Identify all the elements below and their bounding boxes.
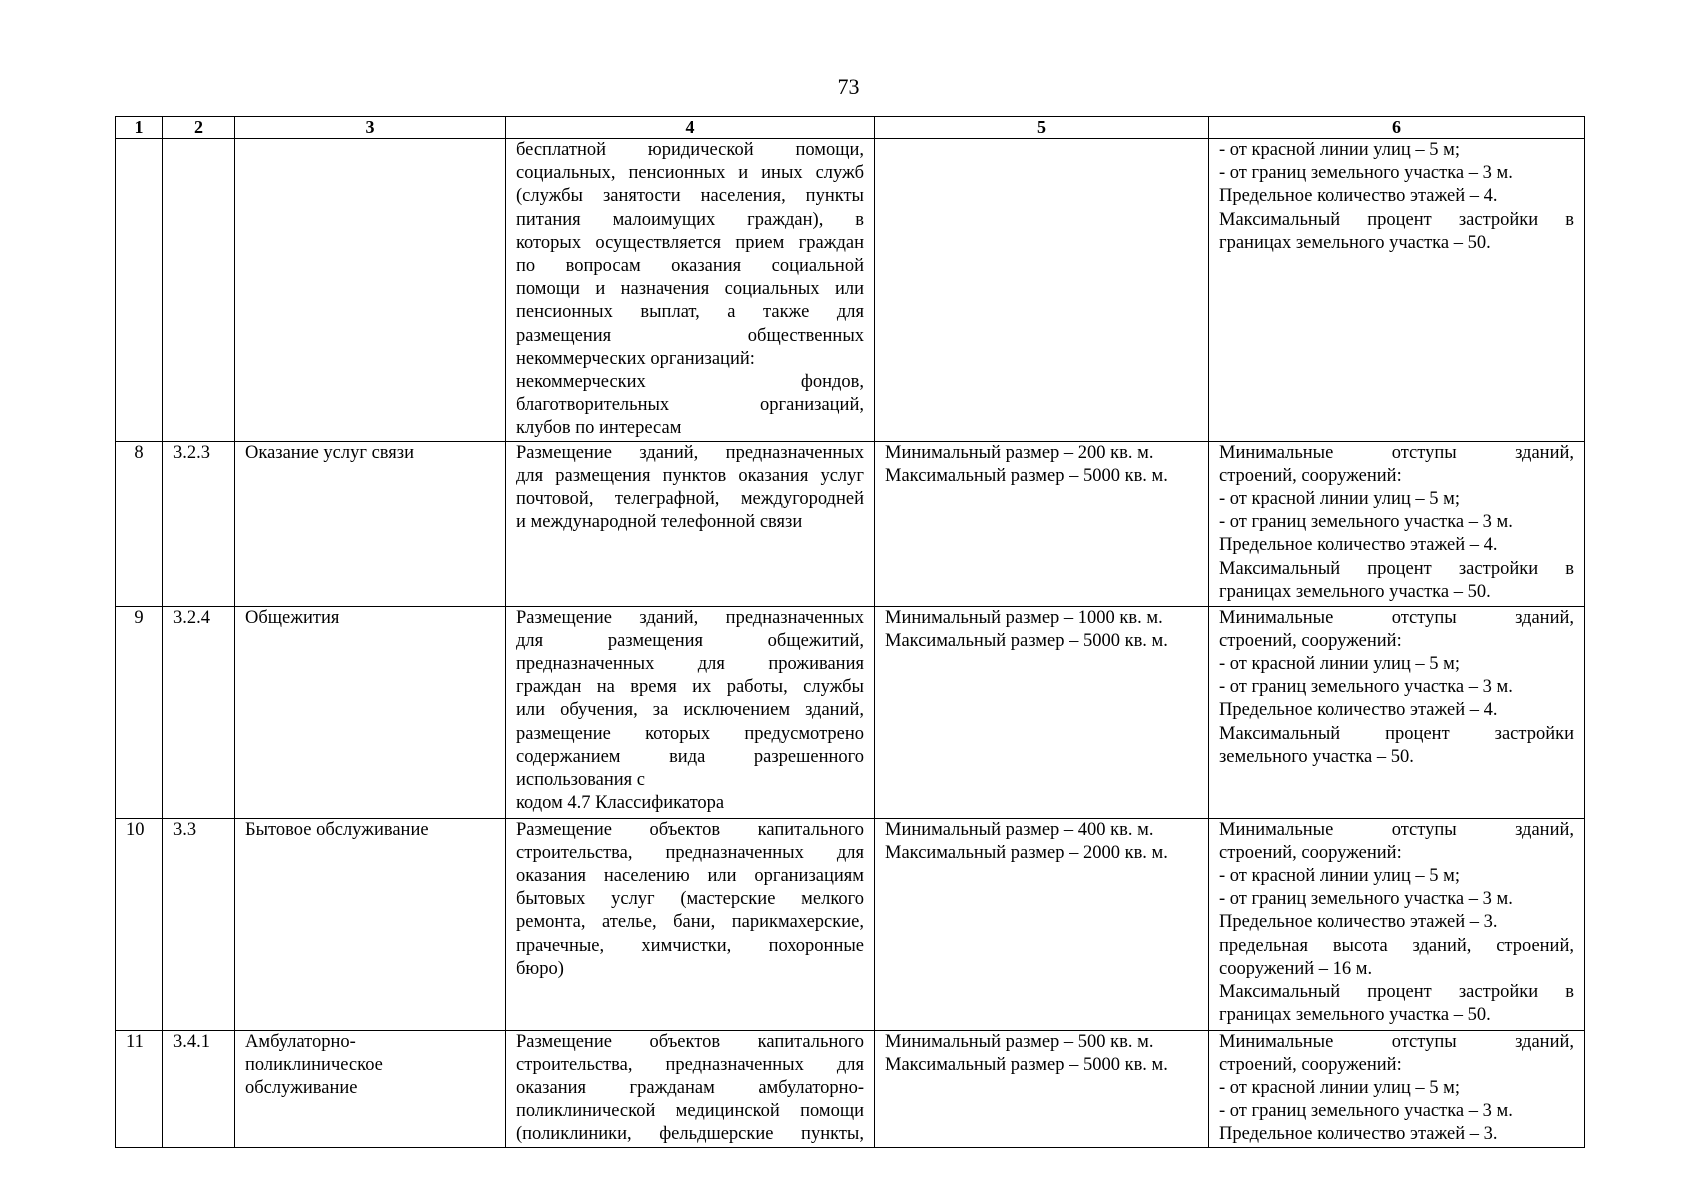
description-line: социальных, пенсионных и иных служб (516, 163, 864, 184)
header-cell: 2 (163, 117, 235, 139)
parameters-line: Минимальные отступы зданий, (1219, 442, 1574, 463)
parameters-cell (1209, 1030, 1585, 1147)
row-number-cell: 10 (116, 818, 163, 1030)
parameters-line: - от границ земельного участка – 3 м. (1219, 677, 1513, 698)
description-line: некоммерческих организаций: (516, 348, 755, 369)
use-name-line: Общежития (245, 607, 340, 628)
parameters-line: - от красной линии улиц – 5 м; (1219, 489, 1460, 510)
parameters-line: Предельное количество этажей – 4. (1219, 186, 1498, 207)
description-line: некоммерческих фондов, (516, 372, 864, 393)
description-line: бюро) (516, 958, 564, 979)
parameters-line: - от границ земельного участка – 3 м. (1219, 889, 1513, 910)
plot-size-cell (875, 441, 1209, 606)
parameters-line: границах земельного участка – 50. (1219, 581, 1491, 602)
parameters-line: земельного участка – 50. (1219, 746, 1414, 767)
description-line: пенсионных выплат, а также для (516, 302, 864, 323)
description-line: питания малоимущих граждан), в (516, 209, 864, 230)
plot-size-cell (875, 606, 1209, 818)
description-cell (506, 139, 875, 442)
parameters-line: Минимальные отступы зданий, (1219, 1031, 1574, 1052)
description-line: оказания гражданам амбулаторно- (516, 1078, 864, 1099)
parameters-line: сооружений – 16 м. (1219, 958, 1373, 979)
plot-size-line: Минимальный размер – 400 кв. м. (885, 819, 1154, 840)
header-cell: 3 (235, 117, 506, 139)
description-line: поликлинической медицинской помощи (516, 1101, 864, 1122)
parameters-line: - от границ земельного участка – 3 м. (1219, 512, 1513, 533)
plot-size-cell (875, 1030, 1209, 1147)
header-row (116, 117, 1585, 139)
description-line: (службы занятости населения, пункты (516, 186, 864, 207)
plot-size-line: Минимальный размер – 500 кв. м. (885, 1031, 1154, 1052)
parameters-line: - от границ земельного участка – 3 м. (1219, 1101, 1513, 1122)
description-cell (506, 818, 875, 1030)
description-line: кодом 4.7 Классификатора (516, 793, 725, 814)
code-cell (163, 139, 235, 442)
description-line: которых осуществляется прием граждан (516, 232, 864, 253)
description-cell (506, 606, 875, 818)
parameters-line: Максимальный процент застройки в (1219, 209, 1574, 230)
parameters-line: - от красной линии улиц – 5 м; (1219, 654, 1460, 675)
use-name-cell (235, 441, 506, 606)
description-line: для размещения пунктов оказания услуг (516, 465, 864, 486)
description-line: оказания населению или организациям (516, 866, 864, 887)
description-line: использования с (516, 770, 645, 791)
description-line: благотворительных организаций, (516, 395, 864, 416)
plot-size-line: Максимальный размер – 2000 кв. м. (885, 842, 1168, 863)
description-cell (506, 441, 875, 606)
plot-size-line: Максимальный размер – 5000 кв. м. (885, 465, 1168, 486)
parameters-line: Предельное количество этажей – 3. (1219, 1124, 1498, 1145)
parameters-line: Минимальные отступы зданий, (1219, 607, 1574, 628)
table-body (116, 139, 1585, 1148)
use-name-line: обслуживание (245, 1078, 358, 1099)
code-cell: 3.4.1 (163, 1030, 235, 1147)
description-line: (поликлиники, фельдшерские пункты, (516, 1124, 864, 1145)
parameters-line: Максимальный процент застройки в (1219, 982, 1574, 1003)
parameters-line: границах земельного участка – 50. (1219, 1005, 1491, 1026)
description-line: строительства, предназначенных для (516, 842, 864, 863)
table-row (116, 606, 1585, 818)
use-name-cell (235, 1030, 506, 1147)
description-line: бесплатной юридической помощи, (516, 140, 864, 160)
use-name-cell (235, 818, 506, 1030)
row-number-cell (116, 139, 163, 442)
parameters-line: Максимальный процент застройки в (1219, 558, 1574, 579)
table-row (116, 818, 1585, 1030)
description-line: Размещение объектов капитального (516, 1031, 864, 1052)
plot-size-line: Минимальный размер – 200 кв. м. (885, 442, 1154, 463)
plot-size-cell (875, 139, 1209, 442)
plot-size-line: Минимальный размер – 1000 кв. м. (885, 607, 1163, 628)
description-line: по вопросам оказания социальной (516, 256, 864, 277)
description-line: граждан на время их работы, службы (516, 677, 864, 698)
use-name-line: Оказание услуг связи (245, 442, 415, 463)
parameters-line: - от красной линии улиц – 5 м; (1219, 866, 1460, 887)
description-line: строительства, предназначенных для (516, 1054, 864, 1075)
description-line: размещение которых предусмотрено (516, 723, 864, 744)
use-name-line: поликлиническое (245, 1054, 383, 1075)
parameters-line: Предельное количество этажей – 3. (1219, 912, 1498, 933)
description-cell (506, 1030, 875, 1147)
code-cell: 3.2.3 (163, 441, 235, 606)
description-line: Размещение объектов капитального (516, 819, 864, 840)
plot-size-cell (875, 818, 1209, 1030)
parameters-line: - от красной линии улиц – 5 м; (1219, 1078, 1460, 1099)
description-line: ремонта, ателье, бани, парикмахерские, (516, 912, 864, 933)
header-cell: 4 (506, 117, 875, 139)
parameters-cell (1209, 139, 1585, 442)
parameters-line: - от границ земельного участка – 3 м. (1219, 163, 1513, 184)
parameters-cell (1209, 818, 1585, 1030)
parameters-line: Минимальные отступы зданий, (1219, 819, 1574, 840)
description-line: Размещение зданий, предназначенных (516, 607, 864, 628)
code-cell: 3.2.4 (163, 606, 235, 818)
plot-size-line: Максимальный размер – 5000 кв. м. (885, 630, 1168, 651)
description-line: или обучения, за исключением зданий, (516, 700, 864, 721)
description-line: бытовых услуг (мастерские мелкого (516, 889, 864, 910)
parameters-line: строений, сооружений: (1219, 1054, 1402, 1075)
parameters-line: строений, сооружений: (1219, 630, 1402, 651)
table-row (116, 139, 1585, 442)
land-use-table (115, 116, 1585, 1148)
code-cell: 3.3 (163, 818, 235, 1030)
description-line: Размещение зданий, предназначенных (516, 442, 864, 463)
parameters-cell (1209, 606, 1585, 818)
parameters-line: предельная высота зданий, строений, (1219, 935, 1574, 956)
description-line: помощи и назначения социальных или (516, 279, 864, 300)
description-line: и международной телефонной связи (516, 512, 803, 533)
use-name-line: Амбулаторно- (245, 1031, 356, 1052)
description-line: размещения общественных (516, 325, 864, 346)
description-line: содержанием вида разрешенного (516, 746, 864, 767)
use-name-line: Бытовое обслуживание (245, 819, 429, 840)
parameters-line: - от красной линии улиц – 5 м; (1219, 140, 1460, 160)
parameters-line: строений, сооружений: (1219, 842, 1402, 863)
header-cell: 6 (1209, 117, 1585, 139)
row-number-cell: 11 (116, 1030, 163, 1147)
row-number-cell: 9 (116, 606, 163, 818)
row-number-cell: 8 (116, 441, 163, 606)
parameters-line: Предельное количество этажей – 4. (1219, 700, 1498, 721)
plot-size-line: Максимальный размер – 5000 кв. м. (885, 1054, 1168, 1075)
parameters-line: границах земельного участка – 50. (1219, 232, 1491, 253)
description-line: клубов по интересам (516, 418, 682, 439)
parameters-line: строений, сооружений: (1219, 465, 1402, 486)
header-cell: 5 (875, 117, 1209, 139)
description-line: прачечные, химчистки, похоронные (516, 935, 864, 956)
parameters-cell (1209, 441, 1585, 606)
parameters-line: Максимальный процент застройки (1219, 723, 1574, 744)
description-line: для размещения общежитий, (516, 630, 864, 651)
table-row (116, 1030, 1585, 1147)
header-cell: 1 (116, 117, 163, 139)
parameters-line: Предельное количество этажей – 4. (1219, 535, 1498, 556)
description-line: почтовой, телеграфной, междугородней (516, 489, 864, 510)
description-line: предназначенных для проживания (516, 654, 864, 675)
use-name-cell (235, 139, 506, 442)
page-number: 73 (837, 74, 860, 99)
use-name-cell (235, 606, 506, 818)
table-row (116, 441, 1585, 606)
